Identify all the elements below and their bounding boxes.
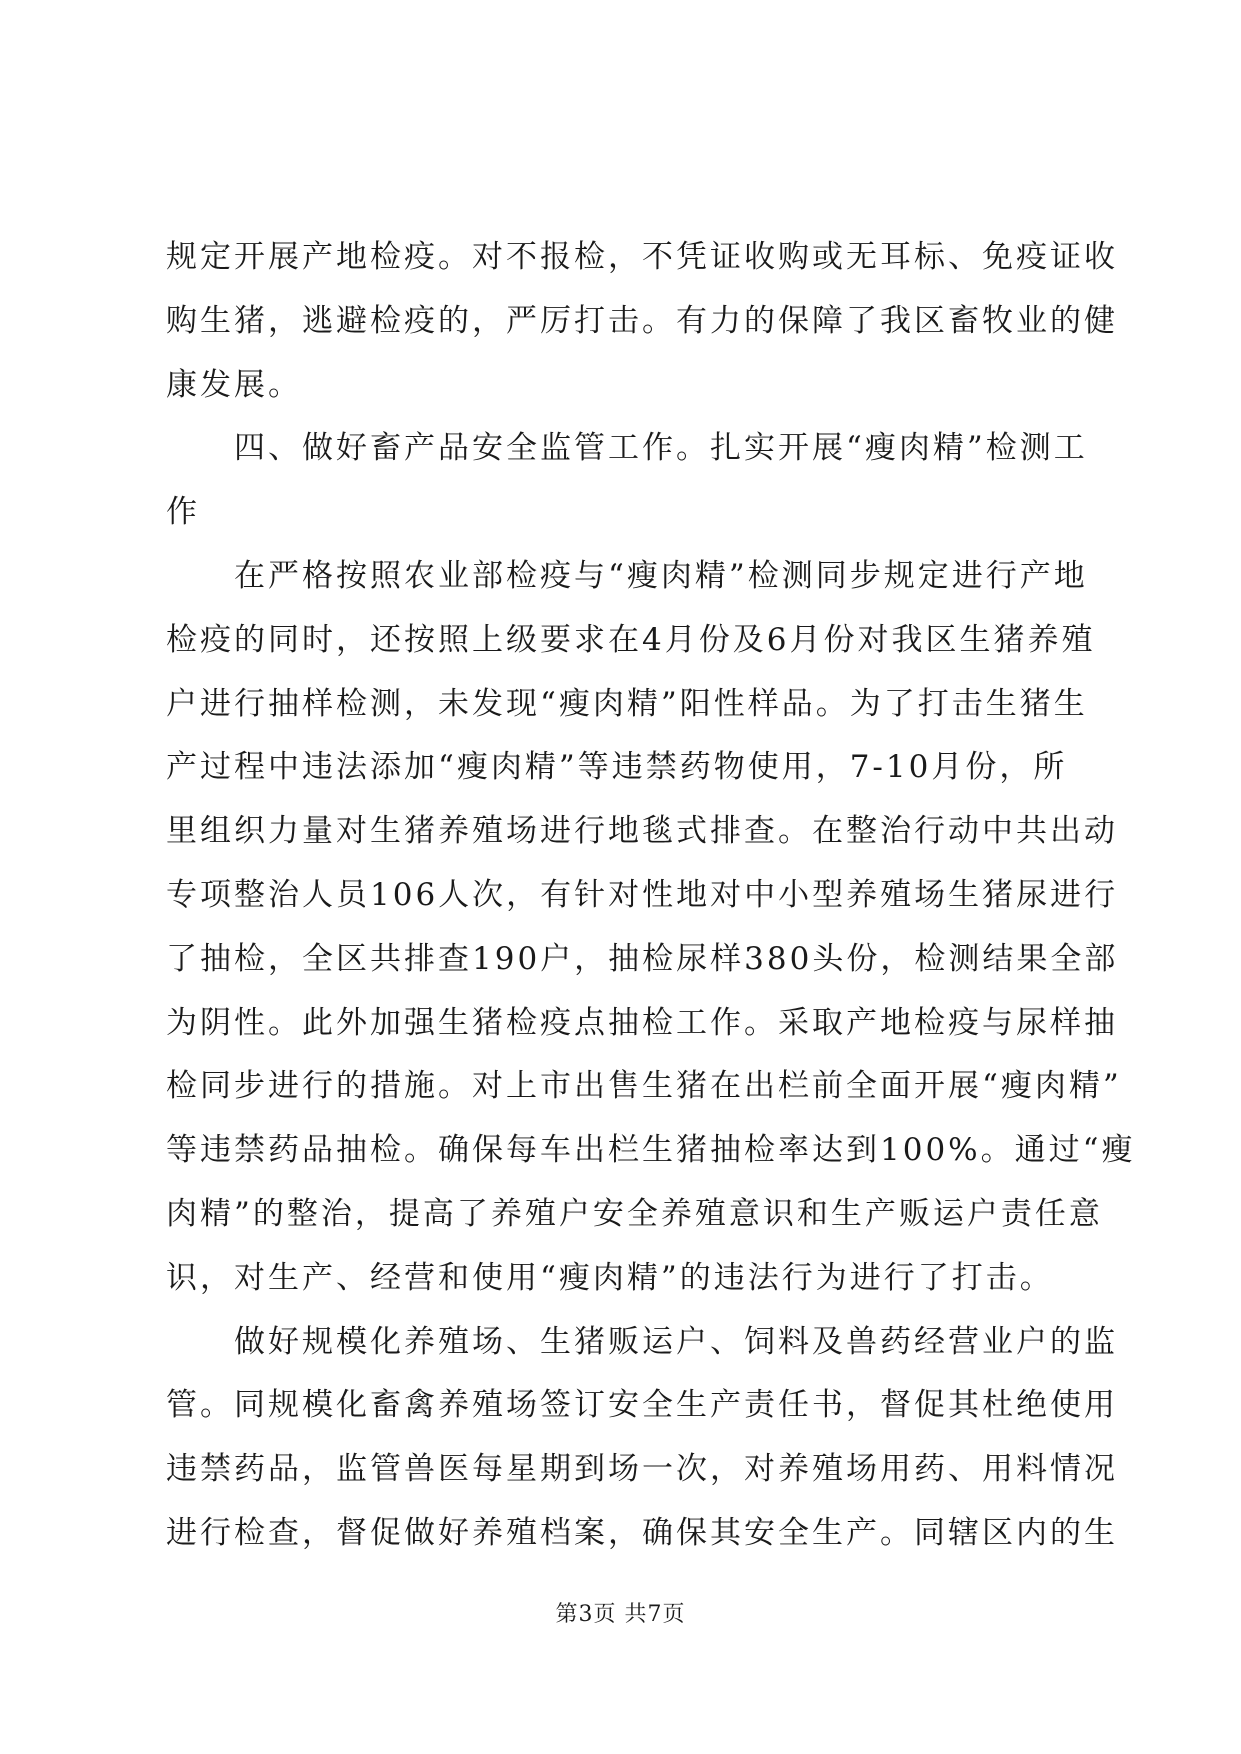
text-line: 购生猪，逃避检疫的，严厉打击。有力的保障了我区畜牧业的健: [166, 302, 1118, 339]
text-line: 里组织力量对生猪养殖场进行地毯式排查。在整治行动中共出动: [166, 813, 1118, 850]
text-line: 产过程中违法添加“瘦肉精”等违禁药物使用，7-10月份，所: [166, 749, 1068, 786]
text-line: 在严格按照农业部检疫与“瘦肉精”检测同步规定进行产地: [234, 557, 1088, 594]
text-line: 等违禁药品抽检。确保每车出栏生猪抽检率达到100%。通过“瘦: [166, 1132, 1136, 1169]
text-line: 管。同规模化畜禽养殖场签订安全生产责任书，督促其杜绝使用: [166, 1387, 1118, 1424]
section-heading-line: 四、做好畜产品安全监管工作。扎实开展“瘦肉精”检测工: [234, 430, 1088, 467]
text-line: 进行检查，督促做好养殖档案，确保其安全生产。同辖区内的生: [166, 1514, 1118, 1551]
text-line: 了抽检，全区共排查190户，抽检尿样380头份，检测结果全部: [166, 940, 1119, 977]
text-line: 做好规模化养殖场、生猪贩运户、饲料及兽药经营业户的监: [234, 1323, 1118, 1360]
text-line: 识，对生产、经营和使用“瘦肉精”的违法行为进行了打击。: [166, 1259, 1054, 1296]
text-line: 肉精”的整治，提高了养殖户安全养殖意识和生产贩运户责任意: [166, 1195, 1103, 1232]
page-number-footer: 第3页 共7页: [555, 1602, 686, 1627]
text-line: 规定开展产地检疫。对不报检，不凭证收购或无耳标、免疫证收: [166, 239, 1118, 275]
document-body: [166, 226, 1136, 1566]
text-line: 检同步进行的措施。对上市出售生猪在出栏前全面开展“瘦肉精”: [166, 1068, 1122, 1105]
text-line: 为阴性。此外加强生猪检疫点抽检工作。采取产地检疫与尿样抽: [166, 1004, 1118, 1041]
section-heading-line: 作: [166, 494, 200, 531]
text-line: 检疫的同时，还按照上级要求在4月份及6月份对我区生猪养殖: [166, 621, 1096, 658]
text-line: 违禁药品，监管兽医每星期到场一次，对养殖场用药、用料情况: [166, 1451, 1118, 1488]
text-line: 户进行抽样检测，未发现“瘦肉精”阳性样品。为了打击生猪生: [166, 685, 1088, 722]
text-line: 康发展。: [166, 366, 302, 403]
text-line: 专项整治人员106人次，有针对性地对中小型养殖场生猪尿进行: [166, 876, 1119, 913]
